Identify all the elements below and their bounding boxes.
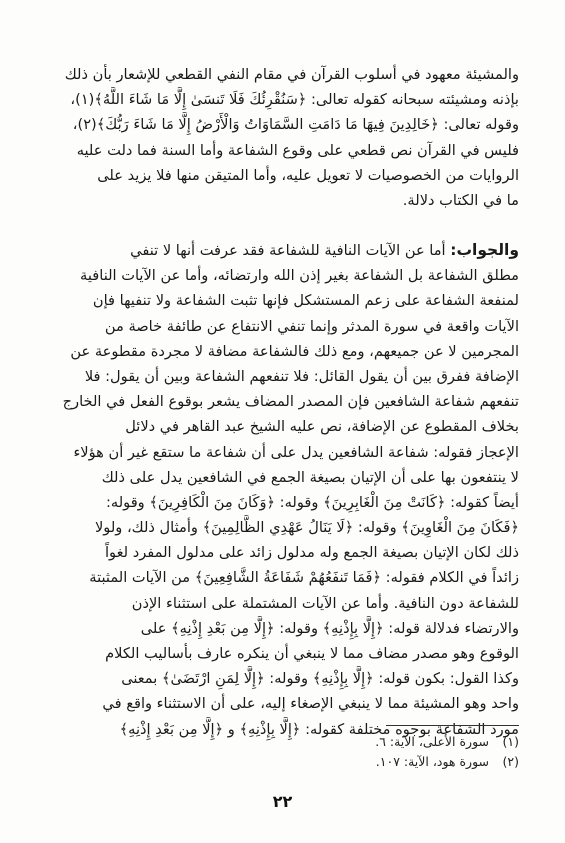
text-line: ذلك لكان الإتيان بصيغة الجمع وله مدلول زائد على مدلول المفرد لغواً [105,544,519,562]
footnote-separator [386,725,519,726]
text-line: الإعجاز فقوله: شفاعة الشافعين يدل على أن شفاعة ما ستقع غير أن هؤلاء [73,443,519,461]
text-line: لمنفعة الشفاعة على زعم المستشكل فإنها تثبت الشفاعة ولا تنفيها فإن [92,292,519,310]
paragraph-2 [53,238,519,742]
footnotes [53,732,519,772]
text-line: وكذا القول: بكون قوله: ﴿إِلَّا بِإِذْنِهِ﴾ وقوله: ﴿إِلَّا لِمَنِ ارْتَضَىٰ﴾ بمعنى [121,670,519,688]
footnote-number: (١) [502,734,519,749]
text-line: وقوله تعالى: ﴿خَالِدِينَ فِيهَا مَا دَامَتِ السَّمَاوَاتُ وَالْأَرْضُ إِلَّا مَا شَاءَ رَبُّكَ﴾(٢)، [72,116,519,134]
text-line: أيضاً كقوله: ﴿كَانَتْ مِنَ الْغَابِرِينَ﴾ وقوله: ﴿وَكَانَ مِنَ الْكَافِرِينَ﴾ وقوله: [105,493,519,511]
text-line: واحد وهو المشيئة مما لا ينبغي الإصغاء إليه، على أن الاستثناء واقع في [102,695,519,713]
text-line-rest: أما عن الآيات النافية للشفاعة فقد عرفت أنها لا تنفي [130,242,451,259]
text-line-first [53,238,519,263]
text-line: والمشيئة معهود في أسلوب القرآن في مقام النفي القطعي للإشعار بأن ذلك [64,66,519,83]
footnote-2 [53,752,519,772]
text-line: الروايات من الخصوصيات لا تعويل عليه، وأما المتيقن منها فلا يزيد على [97,166,519,184]
text-line: للشفاعة دون النافية. وأما عن الآيات المشتملة على استثناء الإذن [131,594,519,612]
text-line: المجرمين لا عن جميعهم، ومع ذلك فالشفاعة مضافة لا مجردة مقطوعة عن [70,342,519,360]
text-line: ما في الكتاب دلالة. [402,191,519,209]
text-line: بخلاف المقطوع عن الإضافة، نص عليه الشيخ عبد القاهر في دلائل [125,418,519,436]
footnote-number: (٢) [502,754,519,769]
text-line: ﴿فَكَانَ مِنَ الْغَاوِينَ﴾ وقوله: ﴿لَا يَنَالُ عَهْدِي الظَّالِمِينَ﴾ وأمثال ذلك، ولولا [94,519,519,537]
footnote-text: سورة الأعلى، الآية: ٦. [375,734,490,749]
page-number: ٢٢ [272,792,293,811]
text-line: تنفعهم شفاعة الشافعين فإن المصدر المضاف يشعر بوقوع الفعل في الخارج [62,393,519,411]
footnote-1 [53,732,519,752]
text-line: لا ينتفعون بها على أن الإتيان بصيغة الجمع في الشافعين يدل على ذلك [101,468,519,486]
text-line: مطلق الشفاعة بل الشفاعة بغير إذن الله وارتضائه، وأما عن الآيات النافية [80,267,519,285]
text-line: الإضافة ففرق بين أن يقول القائل: فلا تنفعهم الشفاعة وبين أن يقول: فلا [84,367,519,385]
text-line: الوقوع وهو مصدر مضاف مما لا ينبغي أن ينكره عارف بأساليب الكلام [105,645,519,662]
text-line: زائداً في الكلام فقوله: ﴿فَمَا تَنفَعُهُمْ شَفَاعَةُ الشَّافِعِينَ﴾ من الآيات المثبتة [89,569,519,587]
text-line: الآيات واقعة في سورة المدثر وإنما تنفي الانتفاع عن طائفة خاصة من [104,317,519,335]
footnote-text: سورة هود، الآية: ١٠٧. [375,754,490,769]
text-line: والارتضاء فدلالة قوله: ﴿إِلَّا بِإِذْنِهِ﴾ وقوله: ﴿إِلَّا مِن بَعْدِ إِذْنِهِ﴾ على [140,619,519,637]
paragraph-1 [53,62,519,213]
text-line: بإذنه ومشيئته سبحانه كقوله تعالى: ﴿سَنُقْرِئُكَ فَلَا تَنسَىٰ إِلَّا مَا شَاءَ اللَّهُ﴾(١)، [70,91,519,109]
text-line: مورد الشفاعة بوجوه مختلفة كقوله: ﴿إِلَّا بِإِذْنِهِ﴾ و ﴿إِلَّا مِن بَعْدِ إِذْنِهِ﴾ [119,720,519,738]
answer-lead: والجواب: [450,241,519,259]
text-line: فليس في القرآن نص قطعي على وقوع الشفاعة وأما السنة فما دلت عليه [76,141,519,159]
